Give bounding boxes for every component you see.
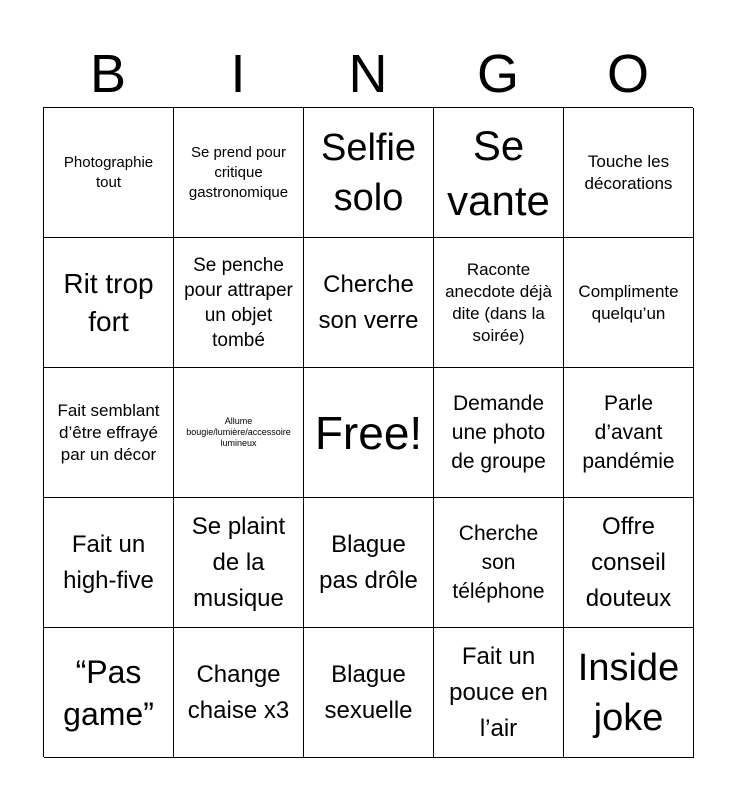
cell-text: Allume bougie/lumière/accessoire lumineux <box>186 416 291 448</box>
bingo-grid <box>43 107 693 757</box>
bingo-cell[interactable] <box>564 498 694 628</box>
header-letter-n: N <box>348 44 388 104</box>
bingo-cell[interactable] <box>434 498 564 628</box>
cell-text: Blague sexuelle <box>324 660 413 724</box>
cell-text: Se prend pour critique gastronomique <box>188 143 289 201</box>
cell-text: Rit trop fort <box>63 267 154 337</box>
header-letter-o: O <box>606 44 649 104</box>
header-letter-g: G <box>476 44 519 104</box>
bingo-cell[interactable] <box>434 368 564 498</box>
cell-text: Selfie solo <box>320 126 417 219</box>
bingo-cell[interactable] <box>434 238 564 368</box>
cell-text: Blague pas drôle <box>319 530 418 594</box>
header-letter-i: I <box>230 44 246 104</box>
bingo-cell[interactable] <box>564 108 694 238</box>
cell-text: Parle d’avant pandémie <box>582 392 675 473</box>
bingo-cell[interactable] <box>564 628 694 758</box>
bingo-cell[interactable] <box>564 238 694 368</box>
cell-text: Complimente quelqu’un <box>578 281 679 323</box>
cell-text: Raconte anecdote déjà dite (dans la soirée) <box>445 259 552 345</box>
cell-text: Cherche son téléphone <box>452 522 545 603</box>
bingo-cell[interactable] <box>434 108 564 238</box>
header-letter-b: B <box>89 44 127 104</box>
bingo-cell[interactable] <box>304 368 434 498</box>
bingo-cell[interactable] <box>174 498 304 628</box>
free-space-text: Free! <box>314 406 423 459</box>
bingo-cell[interactable] <box>434 628 564 758</box>
cell-text: Fait semblant d’être effrayé par un décor <box>57 400 160 464</box>
bingo-cell[interactable] <box>174 368 304 498</box>
cell-text: Change chaise x3 <box>187 660 290 724</box>
cell-text: Touche les décorations <box>584 151 673 193</box>
bingo-cell[interactable] <box>174 238 304 368</box>
cell-text: Photographie tout <box>63 153 154 191</box>
bingo-cell[interactable] <box>44 368 174 498</box>
cell-text: Se penche pour attraper un objet tombé <box>184 254 293 351</box>
bingo-cell[interactable] <box>44 628 174 758</box>
cell-text: Inside joke <box>577 646 680 739</box>
bingo-cell[interactable] <box>174 108 304 238</box>
bingo-cell[interactable] <box>44 108 174 238</box>
cell-text: Offre conseil douteux <box>585 512 672 612</box>
bingo-cell[interactable] <box>304 628 434 758</box>
cell-text: Fait un pouce en l’air <box>449 642 548 742</box>
bingo-header <box>43 42 693 106</box>
cell-text: “Pas game” <box>63 653 154 732</box>
cell-text: Fait un high-five <box>63 530 154 594</box>
bingo-cell[interactable] <box>44 498 174 628</box>
bingo-cell[interactable] <box>44 238 174 368</box>
bingo-cell[interactable] <box>564 368 694 498</box>
bingo-cell[interactable] <box>304 108 434 238</box>
cell-text: Cherche son verre <box>318 270 419 334</box>
bingo-cell[interactable] <box>174 628 304 758</box>
cell-text: Se vante <box>447 121 550 224</box>
cell-text: Demande une photo de groupe <box>451 392 546 473</box>
bingo-cell[interactable] <box>304 238 434 368</box>
cell-text: Se plaint de la musique <box>191 512 286 612</box>
bingo-cell[interactable] <box>304 498 434 628</box>
